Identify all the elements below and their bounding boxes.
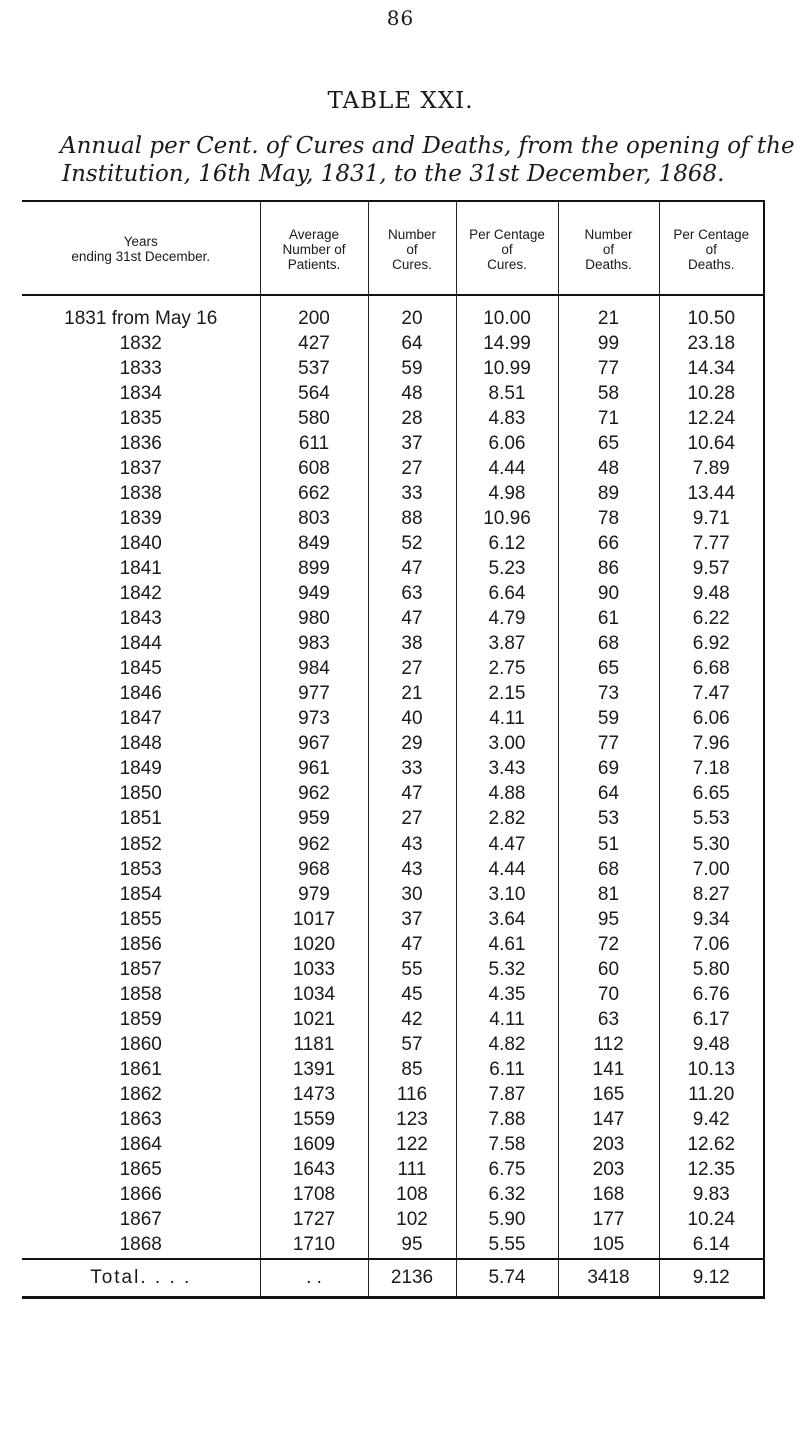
patients-cell: 899 [260,556,368,581]
cures-cell: 27 [368,456,456,481]
table-row [22,431,764,456]
cures-cell: 88 [368,506,456,531]
cures-pct-cell: 10.00 [456,295,558,331]
cures-pct-cell: 3.10 [456,882,558,907]
year-cell: 1847 [119,708,162,730]
deaths-pct-cell: 14.34 [659,356,764,381]
deaths-cell: 63 [558,1007,659,1032]
table-row [22,331,764,356]
table-row [22,556,764,581]
cures-cell: 40 [368,707,456,732]
total-cures-pct: 5.74 [456,1259,558,1298]
caption-line-1: Annual per Cent. of Cures and Deaths, from the opening of the [60,133,795,159]
header-deaths: Number of Deaths. [558,201,659,295]
deaths-pct-cell: 7.96 [659,732,764,757]
deaths-cell: 78 [558,506,659,531]
cures-pct-cell: 4.47 [456,832,558,857]
deaths-cell: 68 [558,857,659,882]
table-row [22,1108,764,1133]
patients-cell: 611 [260,431,368,456]
year-cell: 1861 [119,1058,162,1080]
cures-cell: 43 [368,832,456,857]
deaths-cell: 72 [558,932,659,957]
cures-pct-cell: 5.23 [456,556,558,581]
cures-cell: 59 [368,356,456,381]
deaths-pct-cell: 12.62 [659,1133,764,1158]
year-cell: 1835 [119,407,162,429]
deaths-cell: 203 [558,1158,659,1183]
year-cell: 1833 [119,357,162,379]
cures-cell: 47 [368,782,456,807]
patients-cell: 1473 [260,1082,368,1107]
deaths-cell: 77 [558,732,659,757]
table-row [22,782,764,807]
cures-pct-cell: 4.44 [456,857,558,882]
year-cell: 1863 [119,1109,162,1131]
cures-pct-cell: 5.32 [456,957,558,982]
patients-cell: 849 [260,531,368,556]
cures-cell: 116 [368,1082,456,1107]
year-cell: 1836 [119,432,162,454]
table-row [22,607,764,632]
deaths-pct-cell: 10.13 [659,1057,764,1082]
deaths-cell: 48 [558,456,659,481]
cures-pct-cell: 6.32 [456,1183,558,1208]
year-cell: 1840 [119,532,162,554]
header-cures-pct: Per Centage of Cures. [456,201,558,295]
cures-pct-cell: 2.15 [456,682,558,707]
year-cell: 1865 [119,1159,162,1181]
total-cures: 2136 [368,1259,456,1298]
year-cell: 1851 [119,808,162,830]
cures-pct-cell: 4.11 [456,1007,558,1032]
deaths-cell: 68 [558,632,659,657]
deaths-pct-cell: 9.48 [659,582,764,607]
table-row [22,657,764,682]
patients-cell: 580 [260,406,368,431]
deaths-cell: 64 [558,782,659,807]
year-cell: 1859 [119,1008,162,1030]
year-cell: 1866 [119,1184,162,1206]
deaths-pct-cell: 6.68 [659,657,764,682]
cures-cell: 123 [368,1108,456,1133]
cures-cell: 64 [368,331,456,356]
deaths-pct-cell: 10.50 [659,295,764,331]
deaths-cell: 65 [558,657,659,682]
deaths-pct-cell: 7.47 [659,682,764,707]
year-cell: 1838 [119,482,162,504]
page-number: 86 [386,6,415,30]
patients-cell: 1727 [260,1208,368,1233]
deaths-cell: 59 [558,707,659,732]
cures-cell: 27 [368,807,456,832]
caption-line-2: Institution, 16th May, 1831, to the 31st December, 1868. [62,161,725,187]
cures-cell: 28 [368,406,456,431]
deaths-cell: 105 [558,1233,659,1259]
patients-cell: 1710 [260,1233,368,1259]
patients-cell: 608 [260,456,368,481]
deaths-pct-cell: 7.18 [659,757,764,782]
cures-pct-cell: 8.51 [456,381,558,406]
cures-cell: 52 [368,531,456,556]
cures-cell: 63 [368,582,456,607]
deaths-pct-cell: 10.24 [659,1208,764,1233]
cures-cell: 21 [368,682,456,707]
patients-cell: 983 [260,632,368,657]
deaths-cell: 81 [558,882,659,907]
deaths-cell: 70 [558,982,659,1007]
year-cell: 1857 [119,958,162,980]
patients-cell: 961 [260,757,368,782]
cures-pct-cell: 2.75 [456,657,558,682]
table-row [22,381,764,406]
deaths-cell: 147 [558,1108,659,1133]
cures-cell: 48 [368,381,456,406]
table-row [22,857,764,882]
table-row [22,1183,764,1208]
cures-deaths-table [22,200,765,1299]
deaths-pct-cell: 9.42 [659,1108,764,1133]
patients-cell: 1559 [260,1108,368,1133]
cures-pct-cell: 6.11 [456,1057,558,1082]
deaths-cell: 95 [558,907,659,932]
cures-pct-cell: 4.82 [456,1032,558,1057]
table-row [22,481,764,506]
cures-cell: 55 [368,957,456,982]
patients-cell: 968 [260,857,368,882]
cures-cell: 102 [368,1208,456,1233]
cures-pct-cell: 6.06 [456,431,558,456]
year-cell: 1856 [119,933,162,955]
cures-pct-cell: 14.99 [456,331,558,356]
cures-pct-cell: 7.58 [456,1133,558,1158]
deaths-pct-cell: 5.53 [659,807,764,832]
table-row [22,1007,764,1032]
deaths-pct-cell: 9.71 [659,506,764,531]
patients-cell: 564 [260,381,368,406]
cures-pct-cell: 4.44 [456,456,558,481]
cures-pct-cell: 4.79 [456,607,558,632]
deaths-cell: 60 [558,957,659,982]
deaths-cell: 141 [558,1057,659,1082]
deaths-pct-cell: 7.00 [659,857,764,882]
deaths-cell: 168 [558,1183,659,1208]
table-row [22,406,764,431]
year-cell: 1844 [119,633,162,655]
patients-cell: 984 [260,657,368,682]
patients-cell: 962 [260,832,368,857]
deaths-pct-cell: 5.80 [659,957,764,982]
year-cell: 1841 [119,557,162,579]
deaths-pct-cell: 6.65 [659,782,764,807]
cures-cell: 33 [368,757,456,782]
cures-pct-cell: 7.87 [456,1082,558,1107]
cures-cell: 27 [368,657,456,682]
deaths-cell: 77 [558,356,659,381]
cures-cell: 37 [368,431,456,456]
table-row [22,295,764,331]
deaths-pct-cell: 7.77 [659,531,764,556]
year-cell: 1850 [119,783,162,805]
deaths-pct-cell: 6.14 [659,1233,764,1259]
table-row [22,531,764,556]
year-cell: 1843 [119,608,162,630]
year-cell: 1868 [119,1234,162,1256]
cures-pct-cell: 6.64 [456,582,558,607]
cures-pct-cell: 6.75 [456,1158,558,1183]
cures-cell: 33 [368,481,456,506]
deaths-cell: 112 [558,1032,659,1057]
cures-cell: 42 [368,1007,456,1032]
deaths-cell: 61 [558,607,659,632]
table-row [22,732,764,757]
cures-cell: 122 [368,1133,456,1158]
patients-cell: 1033 [260,957,368,982]
table-row [22,957,764,982]
deaths-pct-cell: 9.83 [659,1183,764,1208]
table-row [22,1082,764,1107]
total-patients: . . [260,1259,368,1298]
patients-cell: 1017 [260,907,368,932]
deaths-cell: 51 [558,832,659,857]
cures-pct-cell: 6.12 [456,531,558,556]
cures-pct-cell: 7.88 [456,1108,558,1133]
cures-cell: 43 [368,857,456,882]
patients-cell: 200 [260,295,368,331]
deaths-pct-cell: 10.28 [659,381,764,406]
year-cell: 1849 [119,758,162,780]
deaths-cell: 99 [558,331,659,356]
table-row [22,506,764,531]
total-deaths: 3418 [558,1259,659,1298]
cures-pct-cell: 4.98 [456,481,558,506]
cures-cell: 47 [368,556,456,581]
cures-cell: 57 [368,1032,456,1057]
deaths-cell: 86 [558,556,659,581]
table-caption [62,132,797,188]
deaths-pct-cell: 13.44 [659,481,764,506]
cures-pct-cell: 4.61 [456,932,558,957]
cures-cell: 47 [368,607,456,632]
patients-cell: 1020 [260,932,368,957]
cures-pct-cell: 4.35 [456,982,558,1007]
cures-cell: 85 [368,1057,456,1082]
year-cell: 1848 [119,733,162,755]
table-row [22,982,764,1007]
table-row [22,1233,764,1259]
header-row [22,201,764,295]
year-cell: 1853 [119,858,162,880]
deaths-cell: 53 [558,807,659,832]
cures-cell: 30 [368,882,456,907]
patients-cell: 803 [260,506,368,531]
year-cell: 1842 [119,583,162,605]
table-row [22,356,764,381]
year-cell: 1831 from May 16 [64,307,218,329]
table-row [22,632,764,657]
cures-pct-cell: 3.00 [456,732,558,757]
year-cell: 1837 [119,457,162,479]
patients-cell: 973 [260,707,368,732]
cures-pct-cell: 10.99 [456,356,558,381]
year-cell: 1862 [119,1083,162,1105]
table-row [22,1057,764,1082]
deaths-pct-cell: 10.64 [659,431,764,456]
patients-cell: 979 [260,882,368,907]
deaths-pct-cell: 9.48 [659,1032,764,1057]
patients-cell: 537 [260,356,368,381]
table-row [22,582,764,607]
patients-cell: 1391 [260,1057,368,1082]
table-row [22,1032,764,1057]
patients-cell: 1034 [260,982,368,1007]
year-cell: 1855 [119,908,162,930]
table-row [22,456,764,481]
patients-cell: 1609 [260,1133,368,1158]
table-row [22,932,764,957]
deaths-pct-cell: 7.89 [659,456,764,481]
year-cell: 1852 [119,833,162,855]
deaths-pct-cell: 12.24 [659,406,764,431]
cures-cell: 47 [368,932,456,957]
year-cell: 1854 [119,883,162,905]
deaths-cell: 90 [558,582,659,607]
year-cell: 1867 [119,1209,162,1231]
cures-cell: 20 [368,295,456,331]
patients-cell: 1708 [260,1183,368,1208]
patients-cell: 1181 [260,1032,368,1057]
patients-cell: 427 [260,331,368,356]
cures-pct-cell: 2.82 [456,807,558,832]
deaths-pct-cell: 9.57 [659,556,764,581]
cures-cell: 95 [368,1233,456,1259]
deaths-cell: 65 [558,431,659,456]
cures-pct-cell: 5.55 [456,1233,558,1259]
table-row [22,1133,764,1158]
deaths-pct-cell: 12.35 [659,1158,764,1183]
header-cures: Number of Cures. [368,201,456,295]
deaths-pct-cell: 11.20 [659,1082,764,1107]
year-cell: 1858 [119,983,162,1005]
deaths-pct-cell: 23.18 [659,331,764,356]
deaths-cell: 69 [558,757,659,782]
deaths-pct-cell: 6.06 [659,707,764,732]
cures-pct-cell: 3.87 [456,632,558,657]
cures-pct-cell: 10.96 [456,506,558,531]
table-row [22,682,764,707]
deaths-cell: 21 [558,295,659,331]
table-row [22,1158,764,1183]
table-row [22,757,764,782]
cures-cell: 45 [368,982,456,1007]
table-row [22,1208,764,1233]
cures-pct-cell: 4.11 [456,707,558,732]
deaths-cell: 177 [558,1208,659,1233]
cures-pct-cell: 4.88 [456,782,558,807]
table-body [22,295,764,1259]
patients-cell: 980 [260,607,368,632]
year-cell: 1860 [119,1033,162,1055]
deaths-pct-cell: 5.30 [659,832,764,857]
deaths-pct-cell: 6.92 [659,632,764,657]
deaths-cell: 73 [558,682,659,707]
deaths-pct-cell: 6.17 [659,1007,764,1032]
year-cell: 1839 [119,507,162,529]
cures-pct-cell: 4.83 [456,406,558,431]
deaths-cell: 58 [558,381,659,406]
table-title: TABLE XXI. [327,88,474,114]
table-row [22,882,764,907]
deaths-cell: 66 [558,531,659,556]
patients-cell: 949 [260,582,368,607]
total-label: Total. . . . [22,1259,260,1298]
patients-cell: 662 [260,481,368,506]
deaths-pct-cell: 6.76 [659,982,764,1007]
deaths-cell: 89 [558,481,659,506]
patients-cell: 977 [260,682,368,707]
deaths-cell: 203 [558,1133,659,1158]
header-years: Years ending 31st December. [22,201,260,295]
deaths-cell: 71 [558,406,659,431]
header-patients: Average Number of Patients. [260,201,368,295]
cures-pct-cell: 3.43 [456,757,558,782]
cures-cell: 29 [368,732,456,757]
patients-cell: 962 [260,782,368,807]
cures-cell: 108 [368,1183,456,1208]
deaths-pct-cell: 7.06 [659,932,764,957]
patients-cell: 967 [260,732,368,757]
patients-cell: 1643 [260,1158,368,1183]
patients-cell: 1021 [260,1007,368,1032]
deaths-pct-cell: 6.22 [659,607,764,632]
deaths-cell: 165 [558,1082,659,1107]
total-deaths-pct: 9.12 [659,1259,764,1298]
year-cell: 1864 [119,1134,162,1156]
year-cell: 1834 [119,382,162,404]
header-deaths-pct: Per Centage of Deaths. [659,201,764,295]
table-row [22,832,764,857]
total-row [22,1259,764,1298]
table-row [22,807,764,832]
cures-cell: 38 [368,632,456,657]
patients-cell: 959 [260,807,368,832]
cures-pct-cell: 5.90 [456,1208,558,1233]
year-cell: 1846 [119,683,162,705]
cures-cell: 111 [368,1158,456,1183]
cures-pct-cell: 3.64 [456,907,558,932]
table-row [22,907,764,932]
year-cell: 1845 [119,658,162,680]
table-row [22,707,764,732]
deaths-pct-cell: 9.34 [659,907,764,932]
cures-cell: 37 [368,907,456,932]
year-cell: 1832 [119,332,162,354]
deaths-pct-cell: 8.27 [659,882,764,907]
